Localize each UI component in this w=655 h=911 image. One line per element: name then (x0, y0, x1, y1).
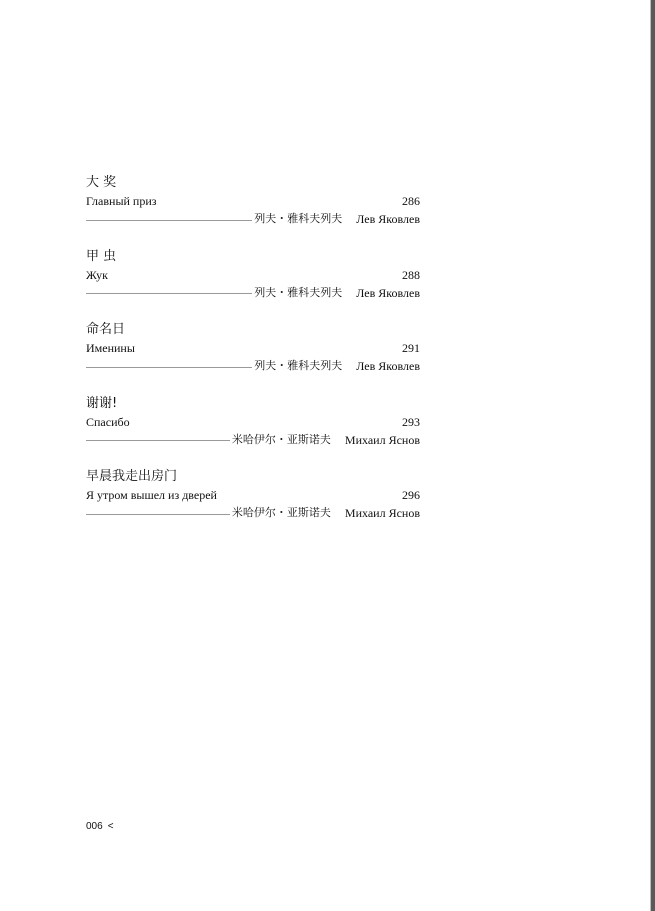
dotted-leader (86, 293, 252, 294)
author-name-russian: Михаил Яснов (344, 432, 420, 447)
entry-title-chinese: 甲 虫 (86, 248, 117, 264)
author-name-russian: Лев Яковлев (356, 285, 420, 300)
page-footer (86, 820, 114, 834)
entry-title-chinese: 命名日 (86, 322, 126, 337)
entry-page-number: 293 (402, 414, 420, 429)
dotted-leader (86, 440, 230, 441)
entry-page-number: 288 (402, 267, 420, 282)
table-of-contents (86, 174, 420, 542)
dotted-leader (86, 220, 252, 221)
entry-title-russian: Именины (86, 341, 135, 355)
toc-entry (86, 174, 420, 248)
entry-title-russian: Жук (86, 267, 108, 282)
arrow-left-icon: < (107, 821, 114, 832)
dotted-leader (86, 514, 230, 515)
entry-page-number: 286 (402, 194, 420, 208)
entry-title-row (86, 413, 420, 431)
entry-page-number: 296 (402, 488, 420, 502)
entry-author-row (86, 357, 420, 375)
author-name-chinese: 米哈伊尔・亚斯诺夫 (231, 432, 331, 446)
author-name-chinese: 米哈伊尔・亚斯诺夫 (231, 506, 331, 519)
toc-entry (86, 321, 420, 395)
entry-author-row (86, 431, 420, 449)
entry-title-chinese: 早晨我走出房门 (86, 469, 178, 484)
page-edge (651, 0, 655, 911)
entry-title-row (86, 339, 420, 357)
entry-author-row (86, 284, 420, 302)
author-name-chinese: 列夫・雅科夫列夫 (254, 212, 343, 225)
entry-title-row (86, 486, 420, 504)
author-name-chinese: 列夫・雅科夫列夫 (254, 359, 343, 372)
entry-page-number: 291 (402, 341, 420, 355)
toc-entry (86, 395, 420, 469)
toc-entry (86, 248, 420, 322)
entry-title-russian: Главный приз (86, 194, 157, 208)
entry-author-row (86, 210, 420, 228)
entry-title-row (86, 266, 420, 284)
entry-title-chinese: 大 奖 (86, 175, 117, 190)
entry-title-chinese: 谢谢! (86, 395, 118, 411)
author-name-russian: Лев Яковлев (356, 359, 420, 373)
dotted-leader (86, 367, 252, 368)
toc-entry (86, 468, 420, 542)
entry-author-row (86, 504, 420, 522)
author-name-chinese: 列夫・雅科夫列夫 (254, 285, 343, 299)
page-number: 006 (86, 821, 103, 832)
author-name-russian: Михаил Яснов (344, 506, 420, 520)
entry-title-row (86, 192, 420, 210)
entry-title-russian: Спасибо (86, 414, 130, 429)
entry-title-russian: Я утром вышел из дверей (86, 488, 217, 502)
author-name-russian: Лев Яковлев (356, 212, 420, 226)
